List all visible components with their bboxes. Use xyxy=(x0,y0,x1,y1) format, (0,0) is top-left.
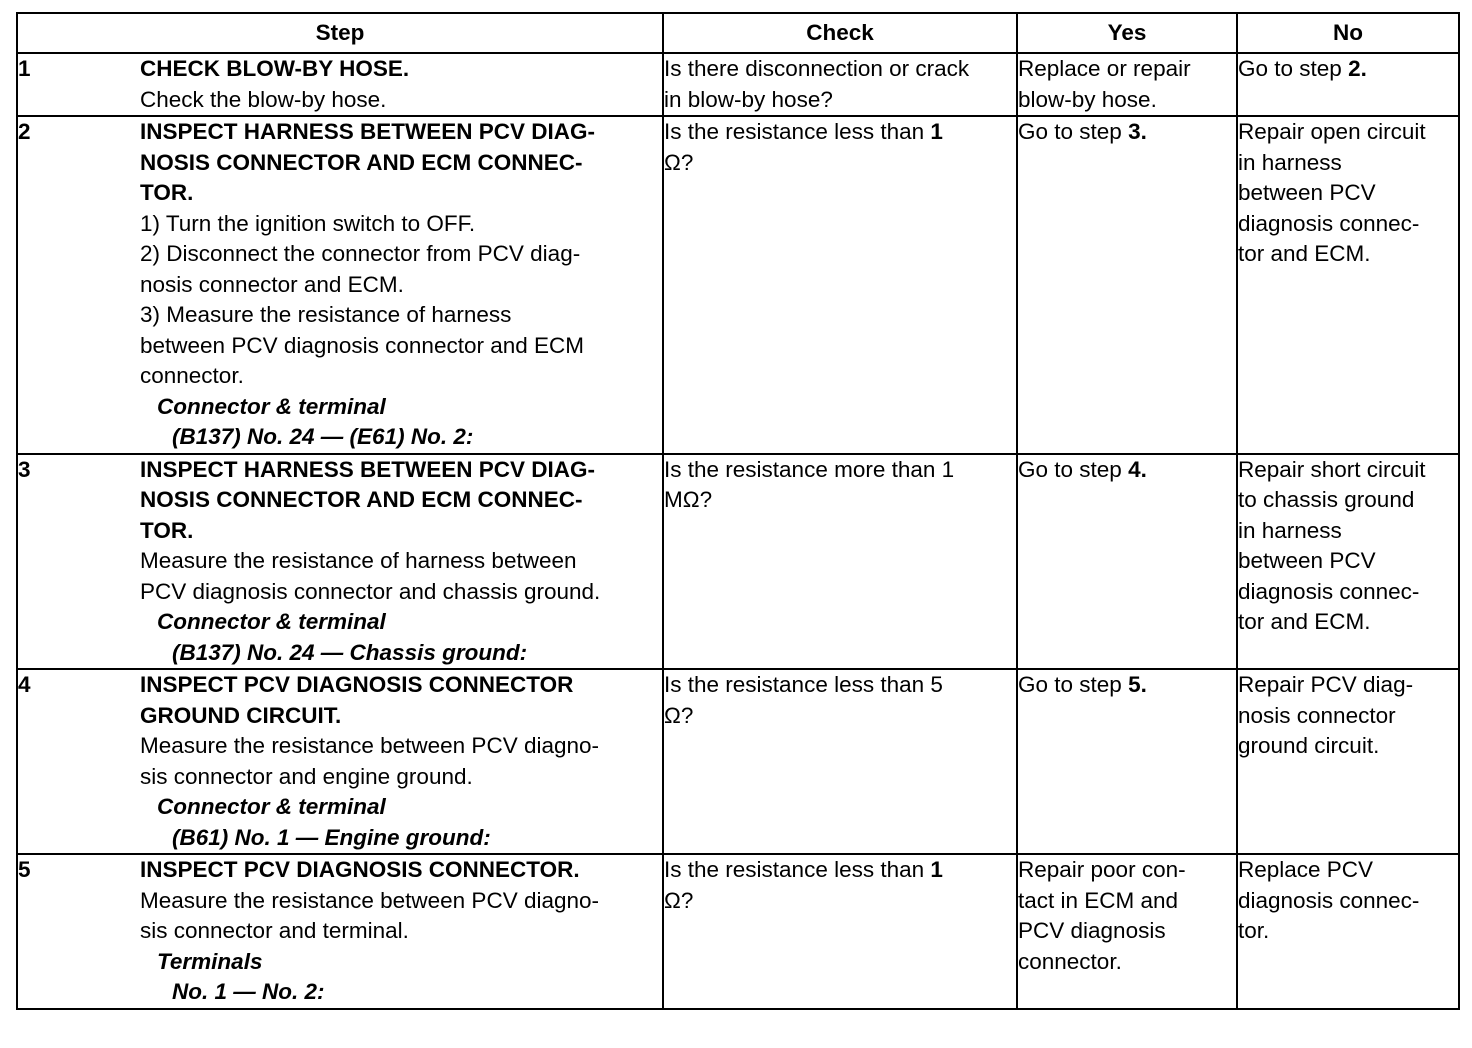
step-wrapper xyxy=(18,670,662,853)
step-body xyxy=(140,670,662,853)
yes-text: Replace or repair xyxy=(1018,56,1191,81)
no-text: diagnosis connec- xyxy=(1238,887,1420,913)
check-text: Ω? xyxy=(664,149,694,175)
yes-text: Go to step 5. xyxy=(1018,672,1147,697)
check-cell xyxy=(663,53,1017,116)
no-text: tor. xyxy=(1238,918,1270,943)
step-title: INSPECT HARNESS BETWEEN PCV DIAG- xyxy=(140,456,596,482)
no-cell xyxy=(1237,53,1459,116)
step-instruction: Measure the resistance between PCV diagno- xyxy=(140,733,600,758)
step-title: TOR. xyxy=(140,180,194,205)
step-cell xyxy=(17,854,663,1009)
table-row xyxy=(17,854,1459,1009)
step-wrapper xyxy=(18,455,662,669)
step-wrapper xyxy=(18,855,662,1008)
no-text: ground circuit. xyxy=(1238,733,1380,758)
check-text: in blow-by hose? xyxy=(664,86,833,112)
yes-text: connector. xyxy=(1018,948,1122,974)
step-instruction: PCV diagnosis connector and chassis ground. xyxy=(140,578,601,604)
connector-terminal: (B61) No. 1 — Engine ground: xyxy=(172,824,491,850)
step-cell xyxy=(17,454,663,670)
no-text: in harness xyxy=(1238,149,1342,175)
step-instruction: sis connector and terminal. xyxy=(140,918,409,943)
connector-label: Connector & terminal xyxy=(157,609,386,634)
check-text: Is the resistance less than 5 xyxy=(664,672,943,697)
step-header: Step xyxy=(17,13,663,53)
check-text: Is the resistance less than 1 xyxy=(664,857,943,882)
step-wrapper xyxy=(18,117,662,453)
step-cell xyxy=(17,669,663,854)
check-text: Is there disconnection or crack xyxy=(664,56,970,81)
check-cell xyxy=(663,854,1017,1009)
no-text: between PCV xyxy=(1238,548,1376,573)
diagnostic-table xyxy=(16,12,1460,1010)
connector-label: Connector & terminal xyxy=(157,794,386,819)
check-text: Is the resistance less than 1 xyxy=(664,119,943,144)
no-cell xyxy=(1237,116,1459,454)
table-row xyxy=(17,454,1459,670)
step-title: GROUND CIRCUIT. xyxy=(140,702,342,728)
step-instruction: nosis connector and ECM. xyxy=(140,271,404,297)
no-text: nosis connector xyxy=(1238,702,1396,728)
step-body xyxy=(140,54,662,115)
table-row xyxy=(17,116,1459,454)
step-title: INSPECT HARNESS BETWEEN PCV DIAG- xyxy=(140,119,596,144)
step-instruction: Measure the resistance between PCV diagno- xyxy=(140,887,600,913)
step-number: 1 xyxy=(18,56,31,81)
check-text: Ω? xyxy=(664,887,694,913)
step-instruction: sis connector and engine ground. xyxy=(140,763,473,789)
connector-terminal: (B137) No. 24 — (E61) No. 2: xyxy=(172,424,474,449)
step-title: CHECK BLOW-BY HOSE. xyxy=(140,56,410,81)
no-text: diagnosis connec- xyxy=(1238,210,1420,236)
yes-text: Go to step 3. xyxy=(1018,119,1147,144)
yes-text: PCV diagnosis xyxy=(1018,918,1166,943)
yes-text: Go to step 4. xyxy=(1018,456,1147,482)
yes-text: tact in ECM and xyxy=(1018,887,1179,913)
step-instruction: 1) Turn the ignition switch to OFF. xyxy=(140,210,476,236)
step-body xyxy=(140,455,662,669)
check-text: Ω? xyxy=(664,702,694,728)
connector-label: Terminals xyxy=(157,948,263,974)
step-title: INSPECT PCV DIAGNOSIS CONNECTOR. xyxy=(140,857,580,882)
no-text: between PCV xyxy=(1238,180,1376,205)
no-text: in harness xyxy=(1238,517,1342,543)
check-cell xyxy=(663,116,1017,454)
step-number: 3 xyxy=(18,456,31,482)
step-title: NOSIS CONNECTOR AND ECM CONNEC- xyxy=(140,487,583,512)
yes-cell xyxy=(1017,53,1237,116)
no-text: Go to step 2. xyxy=(1238,56,1367,81)
no-cell xyxy=(1237,454,1459,670)
no-text: Replace PCV xyxy=(1238,857,1374,882)
no-cell xyxy=(1237,669,1459,854)
no-cell xyxy=(1237,854,1459,1009)
no-text: to chassis ground xyxy=(1238,487,1415,512)
yes-cell xyxy=(1017,854,1237,1009)
yes-text: blow-by hose. xyxy=(1018,86,1157,112)
header-row xyxy=(17,13,1459,53)
step-instruction: 2) Disconnect the connector from PCV diag- xyxy=(140,241,581,266)
step-cell xyxy=(17,116,663,454)
step-instruction: Measure the resistance of harness between xyxy=(140,548,577,573)
step-title: TOR. xyxy=(140,517,194,543)
yes-cell xyxy=(1017,116,1237,454)
check-text: Is the resistance more than 1 xyxy=(664,456,955,482)
step-instruction: connector. xyxy=(140,363,244,388)
check-header: Check xyxy=(663,13,1017,53)
yes-text: Repair poor con- xyxy=(1018,857,1186,882)
step-wrapper xyxy=(18,54,662,115)
no-text: tor and ECM. xyxy=(1238,241,1371,266)
step-title: INSPECT PCV DIAGNOSIS CONNECTOR xyxy=(140,672,574,697)
step-number: 4 xyxy=(18,672,31,697)
yes-header: Yes xyxy=(1017,13,1237,53)
yes-cell xyxy=(1017,669,1237,854)
check-text: MΩ? xyxy=(664,487,713,512)
table-row xyxy=(17,53,1459,116)
step-body xyxy=(140,117,662,453)
no-text: Repair PCV diag- xyxy=(1238,672,1414,697)
table-row xyxy=(17,669,1459,854)
step-instruction: 3) Measure the resistance of harness xyxy=(140,302,512,327)
no-text: diagnosis connec- xyxy=(1238,578,1420,604)
step-instruction: between PCV diagnosis connector and ECM xyxy=(140,332,585,358)
check-cell xyxy=(663,454,1017,670)
check-cell xyxy=(663,669,1017,854)
no-text: Repair short circuit xyxy=(1238,456,1426,482)
step-number: 5 xyxy=(18,857,31,882)
step-cell xyxy=(17,53,663,116)
connector-terminal: No. 1 — No. 2: xyxy=(172,979,325,1004)
step-instruction: Check the blow-by hose. xyxy=(140,86,387,112)
step-number: 2 xyxy=(18,119,31,144)
yes-cell xyxy=(1017,454,1237,670)
no-text: Repair open circuit xyxy=(1238,119,1426,144)
no-text: tor and ECM. xyxy=(1238,609,1371,634)
connector-terminal: (B137) No. 24 — Chassis ground: xyxy=(172,639,528,665)
connector-label: Connector & terminal xyxy=(157,393,386,419)
no-header: No xyxy=(1237,13,1459,53)
step-title: NOSIS CONNECTOR AND ECM CONNEC- xyxy=(140,149,583,175)
step-body xyxy=(140,855,662,1008)
